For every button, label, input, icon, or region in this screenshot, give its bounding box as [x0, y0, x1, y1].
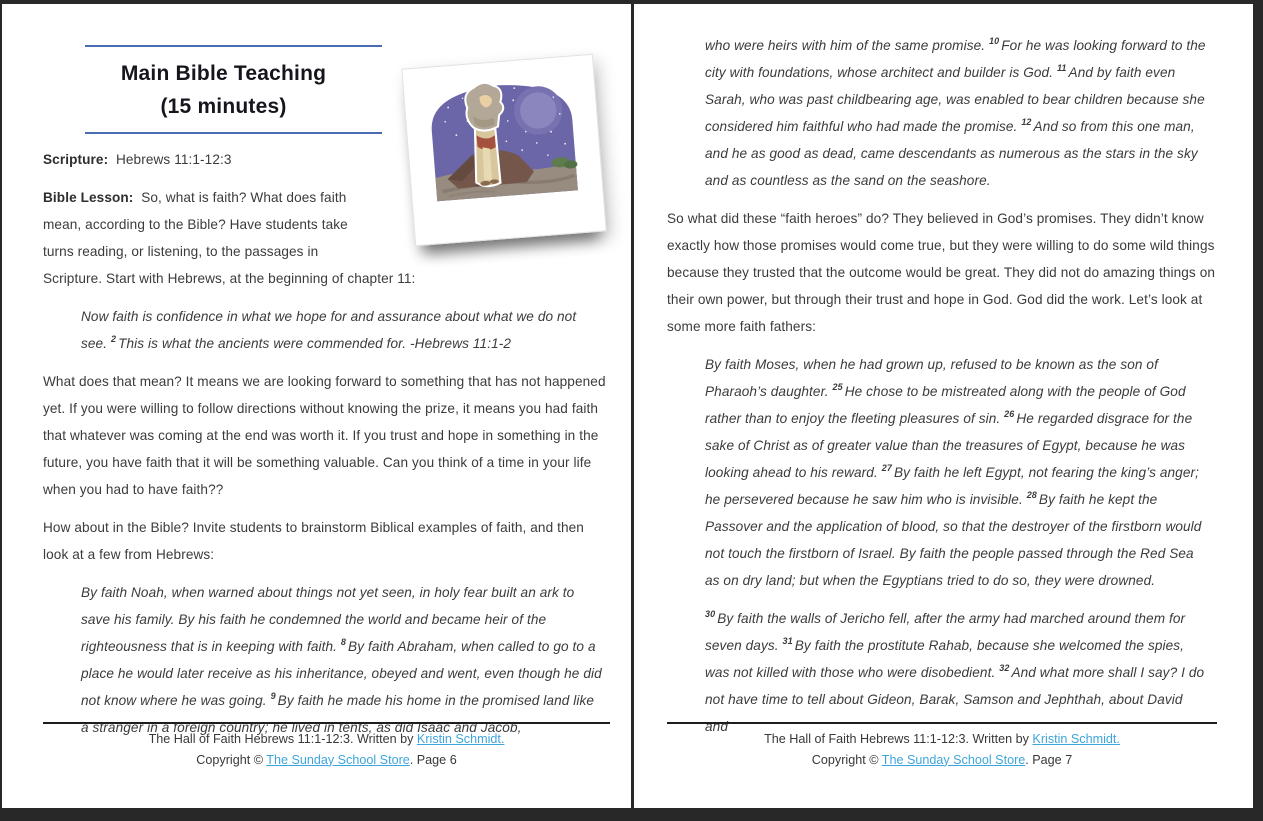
paragraph-label: Bible Lesson:: [43, 190, 134, 205]
bible-lesson-intro: Bible Lesson: So, what is faith? What does faith mean, according to the Bible? Have students take turns reading, or listening, to the passages in Scripture. Start with Hebrews, at the beginning of chapter 11:: [43, 190, 416, 286]
page-6-content: [2, 45, 631, 741]
footer-copyright-line: [43, 750, 610, 771]
scripture-reference: Scripture: Hebrews 11:1-12:3: [43, 152, 232, 167]
footer-attribution-line: [43, 729, 610, 750]
verse-number: 2: [110, 334, 117, 345]
page-6-footer: [43, 722, 610, 770]
verse-number: 30: [705, 609, 716, 620]
night-scene-graphic: [414, 67, 593, 221]
brainstorm-prompt-paragraph: How about in the Bible? Invite students to brainstorm Biblical examples of faith, and then look at a few from Hebrews:: [43, 520, 584, 562]
verse-number: 9: [270, 691, 276, 702]
verse-number: 25: [832, 382, 843, 393]
title-rule-bottom: [85, 132, 382, 134]
verse-number: 27: [881, 463, 892, 474]
section-title-block: [85, 45, 382, 134]
author-link[interactable]: Kristin Schmidt.: [1032, 732, 1120, 746]
footer-page-number: . Page 6: [409, 752, 457, 767]
page-7: [634, 4, 1253, 808]
verse-number: 8: [340, 637, 347, 648]
verse-number: 32: [999, 663, 1010, 674]
hebrews-abraham-sarah-quote: who were heirs with him of the same promise. $^{10}$ For he was looking forward to the city with foundations, whose architect and builder is God. $^{11}$ And by faith even Sarah, who was past childbearing age, was enabled to bear children because she considered him faithful who had made the promise. $^{12}$ And so from this one man, and he as good as dead, came descendants as numerous as the stars in the sky and as countless as the sand on the seashore.: [705, 36, 1206, 188]
page-title: [85, 47, 382, 132]
verse-number: 11: [1056, 63, 1067, 74]
lesson-illustration: [372, 45, 610, 261]
hebrews-moses-quote: By faith Moses, when he had grown up, refused to be known as the son of Pharaoh’s daughter. $^{25}$ He chose to be mistreated along with the people of God rather than to enjoy the fleeting pleasures of sin. $^{26}$ He regarded disgrace for the sake of Christ as of greater value than the treasures of Egypt, because he was looking ahead to his reward. $^{27}$ By faith he left Egypt, not fearing the king’s anger; he persevered because he saw him who is invisible. $^{28}$ By faith he kept the Passover and the application of blood, so that the destroyer of the firstborn would not touch the firstborn of Israel. By faith the people passed through the Red Sea as on dry land; but when the Egyptians tried to do so, they were drowned.: [705, 357, 1202, 588]
store-link[interactable]: The Sunday School Store: [266, 752, 410, 767]
faith-meaning-paragraph: What does that mean? It means we are looking forward to something that has not happened yet. If you were willing to follow directions without knowing the prize, it means you had faith that whatever was coming at the end was worth it. If you trust and hope in something in the future, you have faith that it will be something valuable. Can you think of a time in your life when you had to have faith??: [43, 374, 606, 497]
paragraph-label: Scripture:: [43, 152, 109, 167]
footer-copyright-text: Copyright ©: [196, 752, 267, 767]
hebrews-jericho-rahab-quote: $^{30}$ By faith the walls of Jericho fell, after the army had marched around them for seven days. $^{31}$ By faith the prostitute Rahab, because she welcomed the spies, was not killed with those who were disobedient. $^{32}$ And what more shall I say? I do not have time to tell about Gideon, Barak, Samson and Jephthah, about David and: [705, 609, 1205, 734]
footer-attribution-text: The Hall of Faith Hebrews 11:1-12:3. Written by: [148, 732, 417, 746]
footer-copyright-line: [667, 750, 1217, 771]
verse-number: 28: [1026, 490, 1037, 501]
page-7-body: [667, 32, 1217, 740]
verse-number: 31: [782, 636, 793, 647]
page-6: [2, 4, 631, 808]
author-link[interactable]: Kristin Schmidt.: [416, 732, 505, 746]
polaroid-frame: [401, 54, 606, 247]
footer-page-number: . Page 7: [1025, 752, 1073, 767]
verse-number: 10: [989, 36, 1000, 47]
footer-attribution-line: [667, 729, 1217, 750]
store-link[interactable]: The Sunday School Store: [881, 752, 1026, 767]
page-7-content: [634, 4, 1253, 740]
footer-attribution-text: The Hall of Faith Hebrews 11:1-12:3. Written by: [764, 732, 1033, 746]
hebrews-11-1-2-quote: Now faith is confidence in what we hope for and assurance about what we do not see. $^2$ This is what the ancients were commended for. -Hebrews 11:1-2: [81, 309, 577, 351]
verse-number: 12: [1021, 117, 1032, 128]
faith-heroes-paragraph: So what did these “faith heroes” do? They believed in God’s promises. They didn’t know exactly how those promises would come true, but they were willing to do some wild things because they trusted that the outcome would be great. They did not do amazing things on their own power, but through their trust and hope in God. God did the work. Let’s look at some more faith fathers:: [667, 211, 1216, 334]
verse-number: 26: [1004, 409, 1015, 420]
hebrews-noah-abraham-quote: By faith Noah, when warned about things not yet seen, in holy fear built an ark to save his family. By his faith he condemned the world and became heir of the righteousness that is in keeping with faith. $^8$ By faith Abraham, when called to go to a place he would later receive as his inheritance, obeyed and went, even though he did not know where he was going. $^9$ By faith he made his home in the promised land like a stranger in a foreign country; he lived in tents, as did Isaac and Jacob,: [81, 585, 602, 735]
title-line-2: (15 minutes): [160, 95, 287, 118]
page-7-footer: [667, 722, 1217, 770]
footer-copyright-text: Copyright ©: [811, 752, 882, 767]
title-line-1: Main Bible Teaching: [120, 62, 327, 85]
